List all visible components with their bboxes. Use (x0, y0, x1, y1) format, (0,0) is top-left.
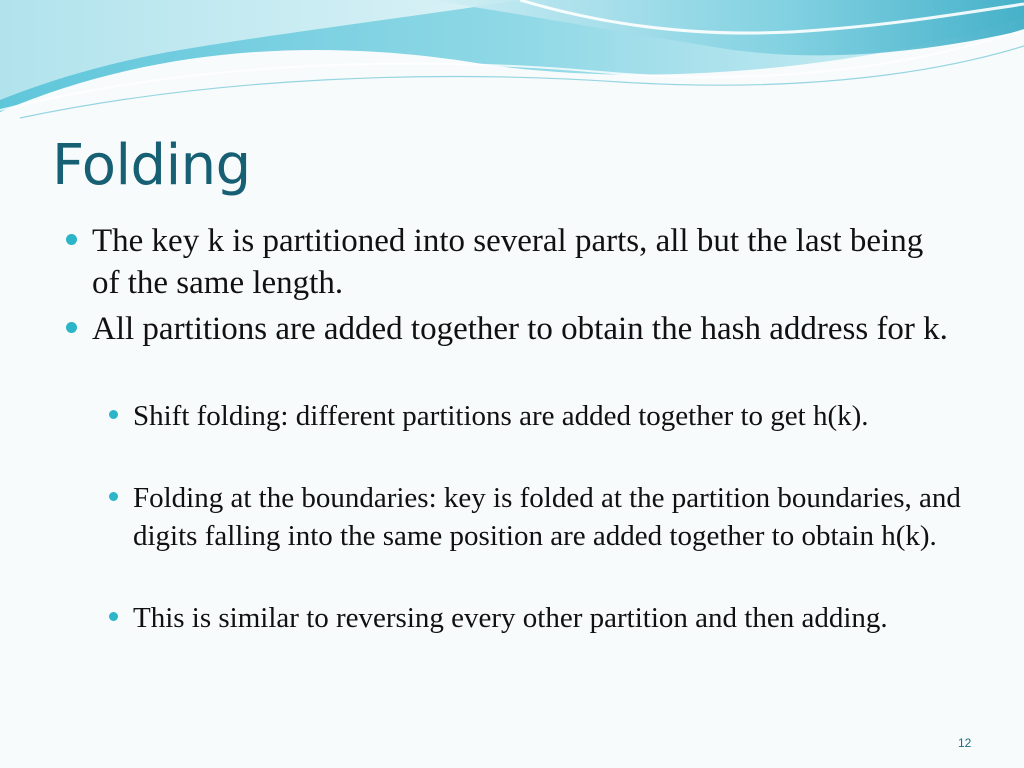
sub-bullet-dot-icon (109, 410, 118, 419)
slide-title: Folding (52, 133, 251, 198)
sub-bullet-item (133, 397, 963, 435)
sub-bullet-dot-icon (109, 612, 118, 621)
bullet-dot-icon (66, 322, 77, 333)
header-wave-decoration (0, 0, 1024, 130)
sub-bullet-text: Shift folding: different partitions are added together to get h(k). (133, 400, 869, 432)
sub-bullet-item (133, 599, 963, 637)
bullet-item (92, 220, 952, 304)
bullet-text: The key k is partitioned into several parts, all but the last being of the same length. (92, 223, 924, 301)
bullet-text: All partitions are added together to obtain the hash address for k. (92, 311, 948, 347)
sub-bullet-text: This is similar to reversing every other partition and then adding. (133, 602, 888, 634)
sub-bullet-text: Folding at the boundaries: key is folded at the partition boundaries, and digits falling into the same position are added together to obtain h(k). (133, 482, 961, 552)
bullet-dot-icon (66, 234, 77, 245)
bullet-item (92, 308, 952, 350)
sub-bullet-dot-icon (109, 492, 118, 501)
page-number: 12 (958, 736, 972, 750)
sub-bullet-item (133, 479, 963, 555)
